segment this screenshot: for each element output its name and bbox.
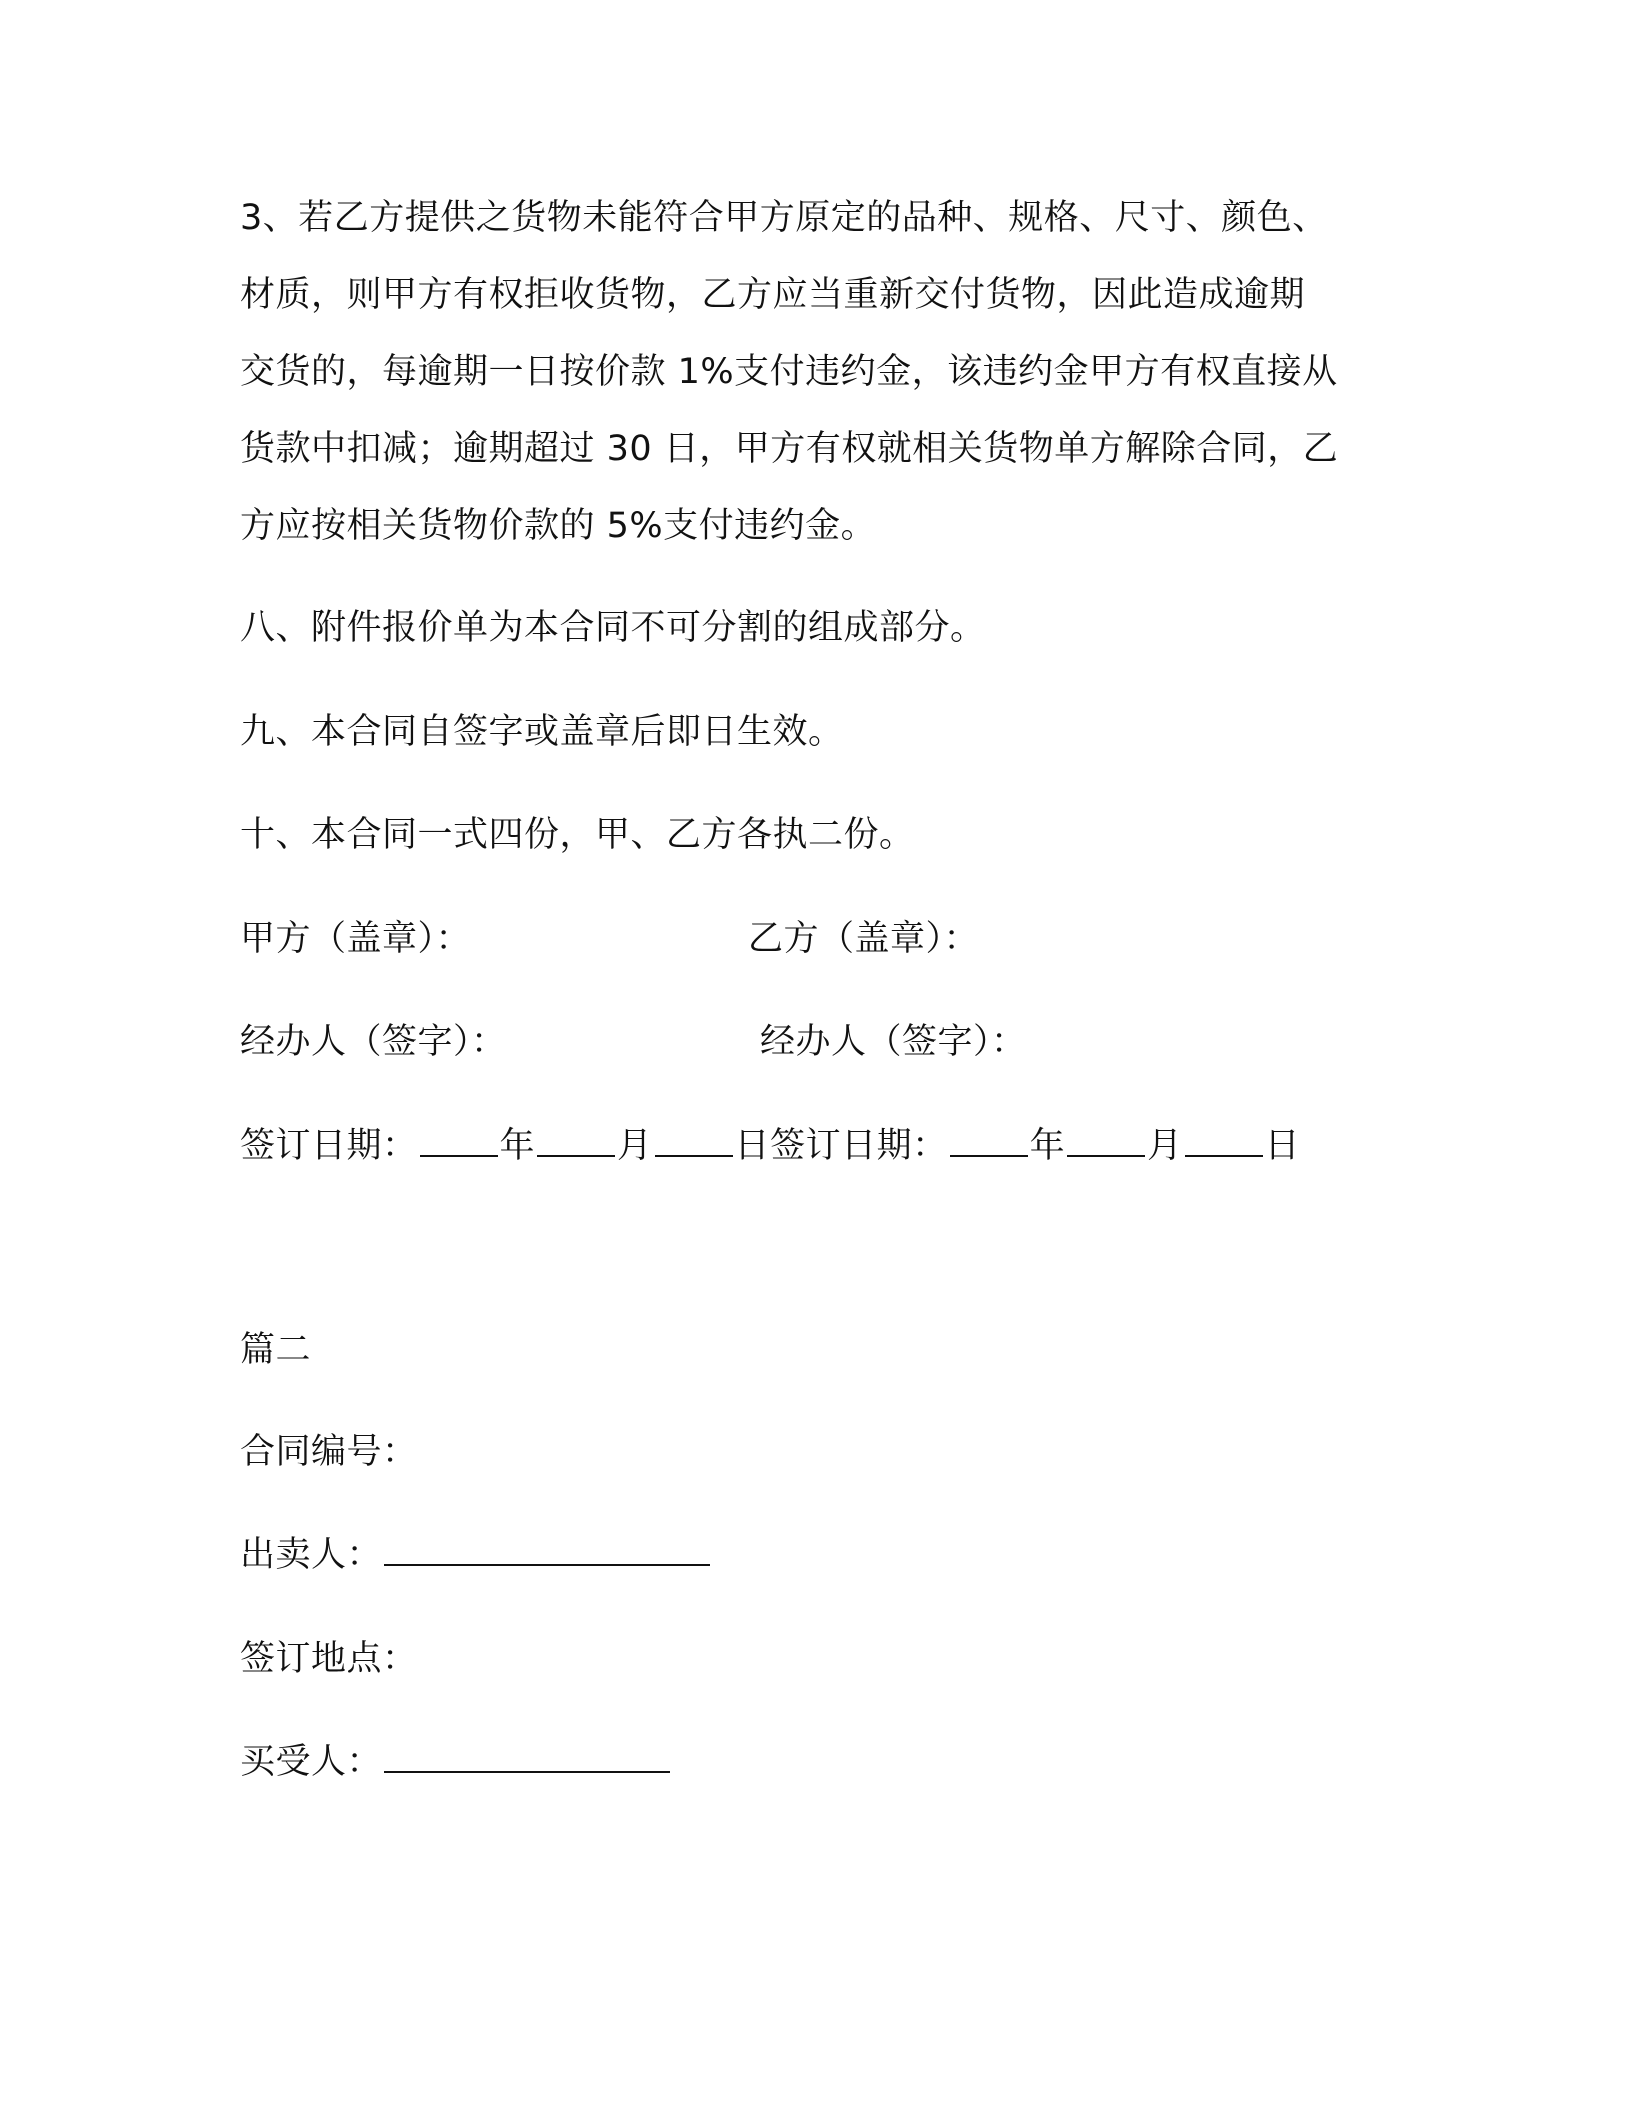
year-unit: 年 <box>499 1126 536 1166</box>
signing-date-row <box>240 1124 1300 1168</box>
party-b-seal-label: 乙方（盖章）： <box>748 919 980 959</box>
party-b-year-blank <box>950 1125 1028 1157</box>
clause-3-line-5: 方应按相关货物价款的 5%支付违约金。 <box>240 506 877 546</box>
seller-blank <box>384 1534 710 1566</box>
day-unit: 日 <box>1264 1126 1301 1166</box>
seller-label: 出卖人： <box>240 1535 383 1575</box>
party-b-date-label: 签订日期： <box>770 1126 948 1166</box>
clause-3-line-3: 交货的，每逾期一日按价款 1%支付违约金，该违约金甲方有权直接从 <box>240 352 1338 392</box>
day-unit: 日 <box>734 1126 771 1166</box>
party-a-seal-label: 甲方（盖章）： <box>240 919 472 959</box>
party-b-agent-label: 经办人（签字）： <box>760 1022 1027 1062</box>
month-unit: 月 <box>617 1126 653 1166</box>
year-unit: 年 <box>1029 1126 1066 1166</box>
party-b-month-blank <box>1067 1125 1145 1157</box>
seller-row <box>240 1533 712 1577</box>
clause-3-line-2: 材质，则甲方有权拒收货物，乙方应当重新交付货物，因此造成逾期 <box>240 275 1306 315</box>
clause-8: 八、附件报价单为本合同不可分割的组成部分。 <box>240 608 986 648</box>
party-a-month-blank <box>537 1125 615 1157</box>
section-heading: 篇二 <box>240 1330 312 1370</box>
party-b-day-blank <box>1185 1125 1263 1157</box>
clause-3-line-4: 货款中扣减；逾期超过 30 日，甲方有权就相关货物单方解除合同，乙 <box>240 429 1339 469</box>
clause-10: 十、本合同一式四份，甲、乙方各执二份。 <box>240 815 915 855</box>
buyer-row <box>240 1740 672 1784</box>
signing-place-label: 签订地点： <box>240 1639 418 1679</box>
contract-number-label: 合同编号： <box>240 1432 418 1472</box>
party-a-year-blank <box>420 1125 498 1157</box>
month-unit: 月 <box>1147 1126 1183 1166</box>
party-a-day-blank <box>655 1125 733 1157</box>
buyer-blank <box>384 1741 670 1773</box>
party-a-date-label: 签订日期： <box>240 1126 418 1166</box>
party-a-agent-label: 经办人（签字）： <box>240 1022 507 1062</box>
buyer-label: 买受人： <box>240 1742 383 1782</box>
clause-3-line-1: 3、若乙方提供之货物未能符合甲方原定的品种、规格、尺寸、颜色、 <box>240 198 1328 238</box>
clause-9: 九、本合同自签字或盖章后即日生效。 <box>240 712 844 752</box>
